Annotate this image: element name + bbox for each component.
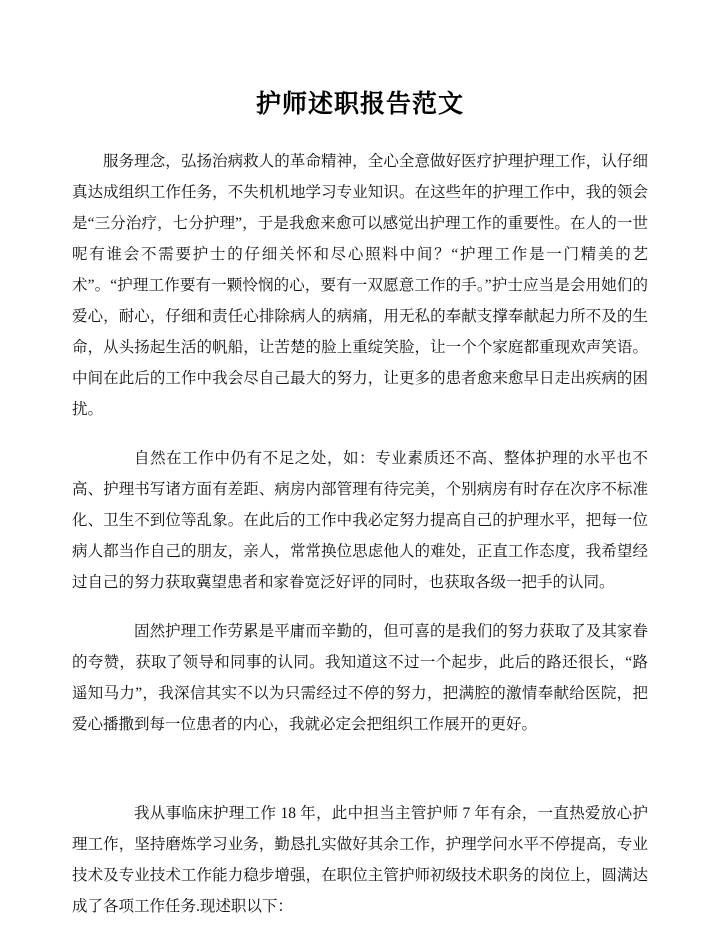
page-title: 护师述职报告范文 (255, 91, 464, 118)
paragraph-3: 固然护理工作劳累是平庸而辛勤的，但可喜的是我们的努力获取了及其家眷的夸赞，获取了领导和同事的认同。我知道这不过一个起步，此后的路还很长，“路遥知马力”，我深信其实不以为只需经过不停的努力，把满腔的激情奉献给医院，把爱心播撒到每一位患者的内心，我就必定会把组织工作展开的更好。 (72, 623, 648, 733)
paragraph-2: 自然在工作中仍有不足之处，如：专业素质还不高、整体护理的水平也不高、护理书写诸方面有差距、病房内部管理有待完美，个别病房有时存在次序不标准化、卫生不到位等乱象。在此后的工作中我必定努力提高自己的护理水平，把每一位病人都当作自己的朋友，亲人，常常换位思虑他人的难处，正直工作态度，我希望经过自己的努力获取冀望患者和家眷宽泛好评的同时，也获取各级一把手的认同。 (72, 450, 648, 591)
paragraph-spacer (72, 758, 648, 798)
paragraph-4: 我从事临床护理工作 18 年，此中担当主管护师 7 年有余，一直热爱放心护理工作，坚持磨炼学习业务，勤恳扎实做好其余工作，护理学问水平不停提高，专业技术及专业技术工作能力稳步增强，在职位主管护师初级技术职务的岗位上，圆满达成了各项工作任务.现述职以下： (72, 805, 648, 915)
paragraph-1: 服务理念，弘扬治病救人的革命精神，全心全意做好医疗护理护理工作，认仔细真达成组织工作任务，不失机机地学习专业知识。在这些年的护理工作中，我的领会是“三分治疗，七分护理”，于是我愈来愈可以感觉出护理工作的重要性。在人的一世呢有谁会不需要护士的仔细关怀和尽心照料中间？“护理工作是一门精美的艺术”。“护理工作要有一颗怜悯的心，要有一双愿意工作的手。”护士应当是会用她们的爱心，耐心，仔细和责任心排除病人的病痛，用无私的奉献支撑奉献起力所不及的生命，从头扬起生活的帆船，让苦楚的脸上重绽笑脸，让一个个家庭都重现欢声笑语。中间在此后的工作中我会尽自己最大的努力，让更多的患者愈来愈早日走出疾病的困扰。 (72, 153, 648, 418)
